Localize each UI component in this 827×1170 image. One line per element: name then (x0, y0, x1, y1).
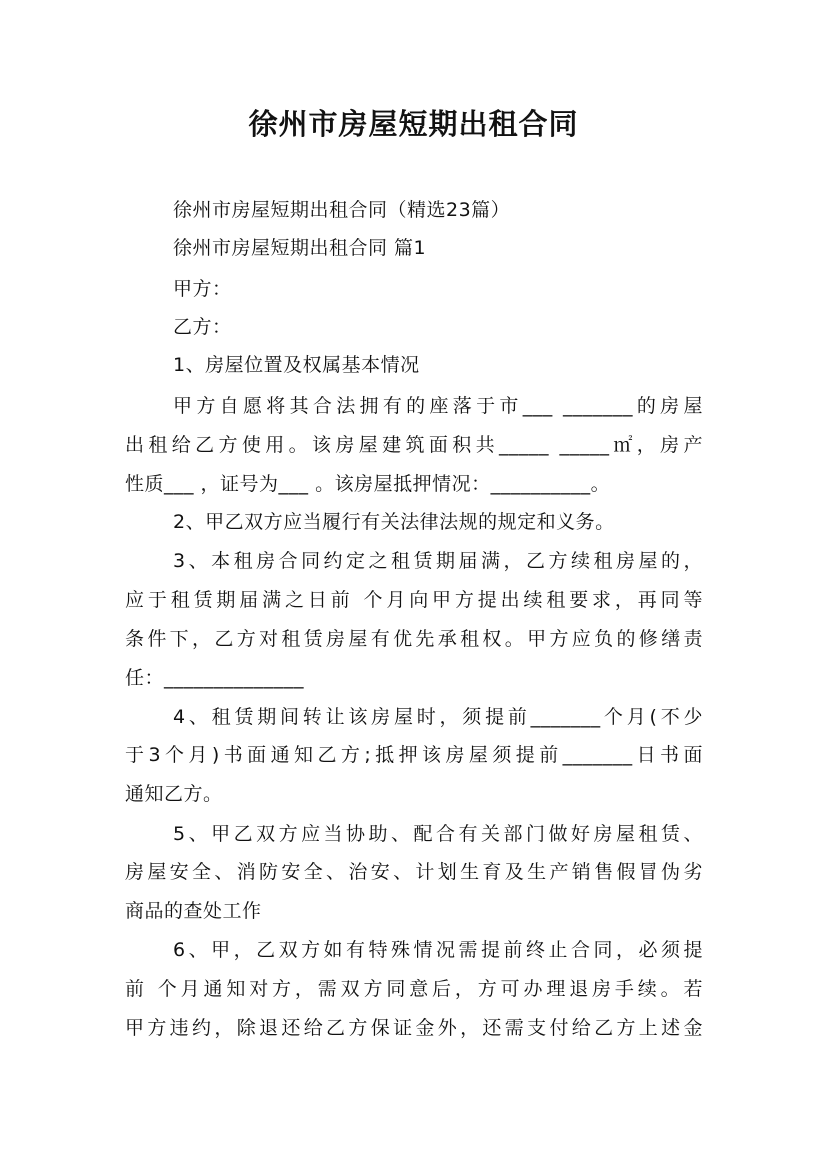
paragraph-line: 2、甲乙双方应当履行有关法律法规的规定和义务。 (173, 511, 615, 533)
paragraph-line: 3、本租房合同约定之租赁期届满，乙方续租房屋的， (173, 550, 703, 572)
paragraph-line: 房屋安全、消防安全、治安、计划生育及生产销售假冒伪劣 (125, 861, 703, 883)
paragraph-line: 应于租赁期届满之日前 个月向甲方提出续租要求，再同等 (125, 589, 703, 611)
paragraph-line: 前 个月通知对方，需双方同意后，方可办理退房手续。若 (125, 978, 703, 1000)
paragraph-line: 6、甲，乙双方如有特殊情况需提前终止合同，必须提 (173, 939, 703, 961)
paragraph-line: 性质___ ，证号为___ 。该房屋抵押情况：__________。 (125, 473, 611, 495)
paragraph-line: 4、租赁期间转让该房屋时，须提前_______个月(不少 (173, 706, 703, 728)
subtitle-line: 徐州市房屋短期出租合同（精选23篇） (173, 199, 511, 221)
document-title: 徐州市房屋短期出租合同 (248, 107, 579, 141)
paragraph-line: 甲方违约，除退还给乙方保证金外，还需支付给乙方上述金 (125, 1017, 703, 1039)
party-a-label: 甲方： (173, 278, 232, 300)
paragraph-line: 5、甲乙双方应当协助、配合有关部门做好房屋租赁、 (173, 823, 703, 845)
clause-heading: 1、房屋位置及权属基本情况 (173, 354, 420, 376)
paragraph-line: 于3个月)书面通知乙方;抵押该房屋须提前_______日书面 (125, 744, 703, 766)
paragraph-line: 任：______________ (125, 667, 305, 689)
section-heading: 徐州市房屋短期出租合同 篇1 (173, 237, 427, 259)
paragraph-line: 通知乙方。 (125, 783, 223, 805)
paragraph-line: 条件下，乙方对租赁房屋有优先承租权。甲方应负的修缮责 (125, 628, 703, 650)
paragraph-line: 甲方自愿将其合法拥有的座落于市___ _______的房屋 (173, 395, 703, 417)
party-b-label: 乙方： (173, 316, 232, 338)
paragraph-line: 商品的查处工作 (125, 900, 262, 922)
paragraph-line: 出租给乙方使用。该房屋建筑面积共_____ _____㎡，房产 (125, 434, 703, 456)
